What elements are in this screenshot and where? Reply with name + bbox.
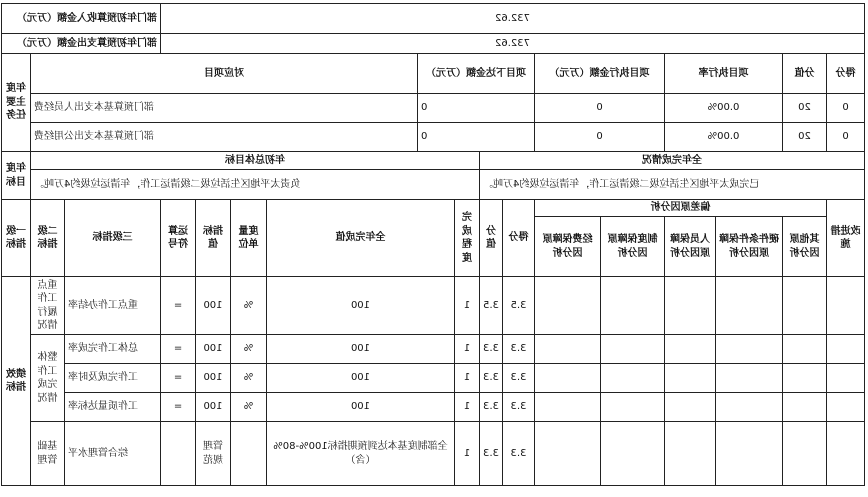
tasks-header-amount-executed: 项目执行金额（万元） <box>535 54 665 94</box>
goals-planned-text: 负责太平地区生活垃圾二级清运工作，年清运垃圾约4万吨。 <box>31 170 480 200</box>
ind-row-level3: 综合管理水平 <box>65 422 161 486</box>
ind-row-completion: 1 <box>455 335 480 364</box>
ind-row-unit: % <box>231 364 267 393</box>
ind-row-target: 管理规范 <box>196 422 231 486</box>
ind-row-score: 3.3 <box>503 335 535 364</box>
ind-row-weight: 3.3 <box>480 335 503 364</box>
task-row-project: 部门预算基本支出人员经费 <box>31 94 418 123</box>
ind-header-actual: 全年完成值 <box>267 200 455 277</box>
goals-actual-text: 已完成太平地区生活垃圾二级清运工作，年清运垃圾约4万吨。 <box>480 170 865 200</box>
goals-section-label: 年度目标 <box>2 152 31 200</box>
tasks-header-score: 得分 <box>827 54 865 94</box>
ind-header-dev-staff: 人员保障原因分析 <box>665 217 716 277</box>
task-row-executed: 0 <box>535 123 665 152</box>
task-row-weight: 20 <box>783 123 827 152</box>
expense-label: 部门年初预算支出金额（万元） <box>2 34 161 54</box>
task-row-score: 0 <box>827 94 865 123</box>
task-row-project: 部门预算基本支出公用经费 <box>31 123 418 152</box>
task-row-executed: 0 <box>535 94 665 123</box>
ind-header-deviation: 偏差原因分析 <box>535 200 827 217</box>
ind-section-label: 绩效指标 <box>2 277 31 486</box>
ind-row-completion: 1 <box>455 364 480 393</box>
tasks-header-project: 对应项目 <box>31 54 418 94</box>
task-row-rate: 0.00% <box>665 94 783 123</box>
ind-row-weight: 3.3 <box>480 422 503 486</box>
tasks-section-label: 年度主要任务 <box>2 54 31 152</box>
ind-header-weight: 分值 <box>480 200 503 277</box>
task-row-dispatched: 0 <box>418 123 535 152</box>
ind-row-level3: 总体工作完成率 <box>65 335 161 364</box>
ind-header-level3: 三级指标 <box>65 200 161 277</box>
ind-row-operator: = <box>161 335 196 364</box>
ind-row-actual: 100 <box>267 393 455 422</box>
ind-row-unit: % <box>231 393 267 422</box>
ind-row-operator: = <box>161 277 196 335</box>
ind-row-completion: 1 <box>455 393 480 422</box>
ind-row-weight: 3.3 <box>480 393 503 422</box>
ind-header-completion: 完成程度 <box>455 200 480 277</box>
ind-row-score: 3.3 <box>503 422 535 486</box>
ind-row-unit: % <box>231 277 267 335</box>
ind-header-dev-other: 其他原因分析 <box>783 217 827 277</box>
ind-row-operator: = <box>161 393 196 422</box>
ind-row-completion: 1 <box>455 277 480 335</box>
task-row-rate: 0.00% <box>665 123 783 152</box>
ind-header-operator: 运算符号 <box>161 200 196 277</box>
ind-header-level1: 一级指标 <box>2 200 31 277</box>
ind-header-improvement: 改进措施 <box>827 200 865 277</box>
ind-level2-overall: 整体工作完成情况 <box>31 335 65 422</box>
ind-row-operator <box>161 422 196 486</box>
task-row-weight: 20 <box>783 94 827 123</box>
ind-header-score: 得分 <box>503 200 535 277</box>
ind-row-operator: = <box>161 364 196 393</box>
tasks-header-exec-rate: 项目执行率 <box>665 54 783 94</box>
ind-header-target: 指标值 <box>196 200 231 277</box>
goals-actual-header: 全年完成情况 <box>480 152 865 170</box>
ind-header-level2: 二级指标 <box>31 200 65 277</box>
ind-row-completion: 1 <box>455 422 480 486</box>
income-value: 732.62 <box>161 4 865 34</box>
task-row-score: 0 <box>827 123 865 152</box>
ind-row-actual: 100 <box>267 364 455 393</box>
ind-row-score: 3.3 <box>503 393 535 422</box>
ind-row-weight: 3.5 <box>480 277 503 335</box>
ind-row-unit <box>231 422 267 486</box>
tasks-header-weight: 分值 <box>783 54 827 94</box>
ind-row-target: 100 <box>196 364 231 393</box>
ind-row-actual: 全部制度基本达到预期指标100%-80%（含） <box>267 422 455 486</box>
ind-row-target: 100 <box>196 277 231 335</box>
ind-row-level3: 重点工作办结率 <box>65 277 161 335</box>
expense-value: 732.62 <box>161 34 865 54</box>
ind-row-score: 3.5 <box>503 277 535 335</box>
ind-row-actual: 100 <box>267 277 455 335</box>
ind-header-unit: 度量单位 <box>231 200 267 277</box>
ind-row-actual: 100 <box>267 335 455 364</box>
goals-planned-header: 年初总体目标 <box>31 152 480 170</box>
ind-header-dev-system: 经费保障原因分析 <box>535 217 601 277</box>
ind-level2-key: 重点工作履行情况 <box>31 277 65 335</box>
ind-row-weight: 3.3 <box>480 364 503 393</box>
ind-header-dev-hardware: 硬件条件保障原因分析 <box>716 217 783 277</box>
tasks-header-amount-dispatched: 项目下达金额（万元） <box>418 54 535 94</box>
task-row-dispatched: 0 <box>418 94 535 123</box>
ind-row-unit: % <box>231 335 267 364</box>
ind-row-target: 100 <box>196 335 231 364</box>
ind-level2-manage: 基础管理 <box>31 422 65 486</box>
ind-row-level3: 工作完成及时率 <box>65 364 161 393</box>
ind-row-level3: 工作质量达标率 <box>65 393 161 422</box>
performance-table <box>1 3 865 486</box>
income-label: 部门年初预算收入金额（万元） <box>2 4 161 34</box>
ind-header-dev-fund: 制度保障原因分析 <box>601 217 665 277</box>
ind-row-target: 100 <box>196 393 231 422</box>
ind-row-score: 3.3 <box>503 364 535 393</box>
